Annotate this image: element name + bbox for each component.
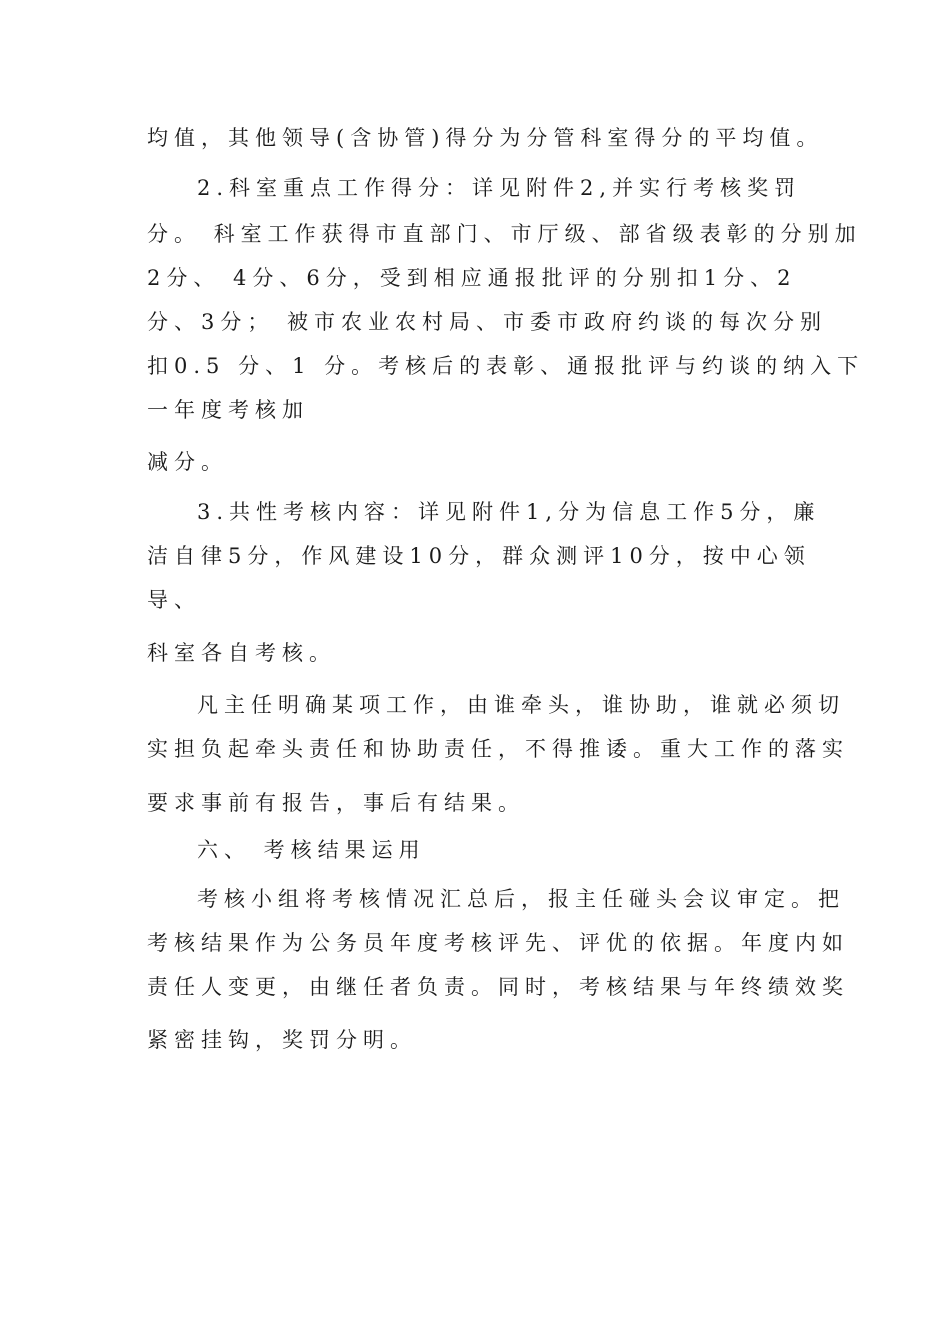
text-line: 均值，其他领导(含协管)得分为分管科室得分的平均值。 bbox=[147, 126, 824, 150]
text-line: 考核小组将考核情况汇总后，报主任碰头会议审定。把 bbox=[197, 887, 845, 911]
text-line: 导、 bbox=[147, 588, 201, 612]
text-line: 2.科室重点工作得分：详见附件2,并实行考核奖罚 bbox=[197, 176, 802, 200]
text-line: 洁自律5分，作风建设10分，群众测评10分，按中心领 bbox=[147, 544, 811, 568]
text-line: 科室各自考核。 bbox=[147, 641, 336, 665]
text-line: 分。 科室工作获得市直部门、市厅级、部省级表彰的分别加 bbox=[147, 222, 862, 246]
text-line: 一年度考核加 bbox=[147, 398, 309, 422]
text-line: 2分、 4分、6分，受到相应通报批评的分别扣1分、2 bbox=[147, 266, 797, 290]
text-line: 减分。 bbox=[147, 450, 228, 474]
text-line: 凡主任明确某项工作，由谁牵头，谁协助，谁就必须切 bbox=[197, 693, 845, 717]
text-line: 分、3分； 被市农业农村局、市委市政府约谈的每次分别 bbox=[147, 310, 828, 334]
text-line: 扣0.5 分、1 分。考核后的表彰、通报批评与约谈的纳入下 bbox=[147, 354, 865, 378]
text-line: 3.共性考核内容：详见附件1,分为信息工作5分，廉 bbox=[197, 500, 821, 524]
section-heading: 六、 考核结果运用 bbox=[197, 838, 426, 862]
text-line: 紧密挂钩，奖罚分明。 bbox=[147, 1028, 417, 1052]
text-line: 要求事前有报告，事后有结果。 bbox=[147, 791, 525, 815]
text-line: 考核结果作为公务员年度考核评先、评优的依据。年度内如 bbox=[147, 931, 849, 955]
text-line: 责任人变更，由继任者负责。同时，考核结果与年终绩效奖 bbox=[147, 975, 849, 999]
text-line: 实担负起牵头责任和协助责任，不得推诿。重大工作的落实 bbox=[147, 737, 849, 761]
